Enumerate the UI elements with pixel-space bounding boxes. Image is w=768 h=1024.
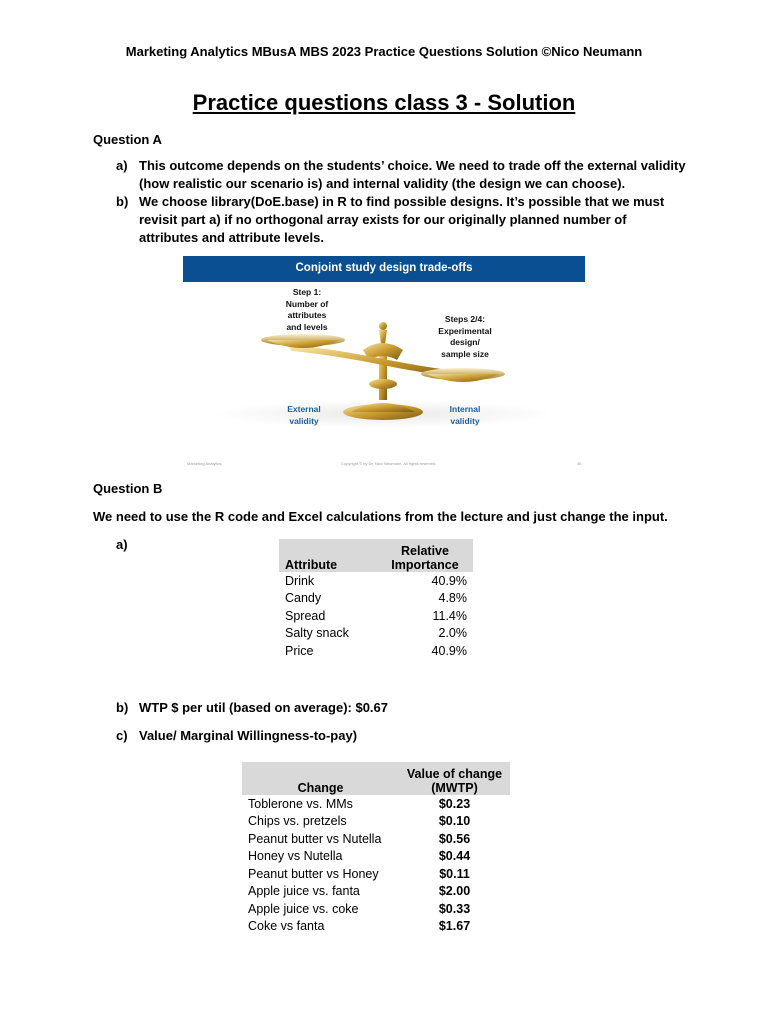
change-cell: Coke vs fanta xyxy=(248,919,325,934)
internal-validity-label: Internal validity xyxy=(449,404,481,426)
importance-cell: 11.4% xyxy=(432,608,467,623)
mwtp-table xyxy=(242,762,510,935)
figure-footer-left: Marketing Analytics xyxy=(187,461,222,466)
relative-importance-table xyxy=(279,539,473,660)
table-row xyxy=(242,830,510,848)
table-row xyxy=(279,607,473,625)
part-a-label: a) xyxy=(116,537,128,552)
figure-banner: Conjoint study design trade-offs xyxy=(183,256,585,282)
col-header-line1: Value of change xyxy=(406,767,503,781)
importance-cell: 2.0% xyxy=(438,626,467,641)
mwtp-cell: $0.11 xyxy=(439,866,470,881)
mwtp-heading: Value/ Marginal Willingness-to-pay) xyxy=(139,728,358,743)
item-label: b) xyxy=(116,194,129,209)
figure-footer-page: 35 xyxy=(577,461,582,466)
question-a-heading: Question A xyxy=(93,132,162,147)
col-header-line1: Relative xyxy=(401,544,449,558)
table-row xyxy=(242,813,510,831)
importance-cell: 40.9% xyxy=(431,643,467,658)
table-row xyxy=(242,865,510,883)
mwtp-cell: $0.56 xyxy=(438,831,471,846)
attribute-cell: Salty snack xyxy=(285,626,349,641)
conjoint-tradeoff-figure xyxy=(183,256,585,468)
balance-scale-image xyxy=(183,256,585,468)
col-relative-importance xyxy=(377,539,473,572)
importance-cell: 4.8% xyxy=(438,591,467,606)
question-a-item-a xyxy=(116,157,686,193)
page-header: Marketing Analytics MBusA MBS 2023 Practice Questions Solution ©Nico Neumann xyxy=(125,44,643,59)
attribute-cell: Drink xyxy=(285,573,315,588)
col-change: Change xyxy=(242,762,399,795)
mwtp-cell: $0.33 xyxy=(438,901,471,916)
attribute-cell: Candy xyxy=(285,591,322,606)
change-cell: Apple juice vs. fanta xyxy=(248,884,360,899)
question-b-heading: Question B xyxy=(93,481,163,496)
attribute-cell: Spread xyxy=(285,608,326,623)
step1-label: Step 1: Number of attributes and levels xyxy=(285,287,329,332)
change-cell: Peanut butter vs Nutella xyxy=(248,831,382,846)
part-c-label: c) xyxy=(116,728,128,743)
col-header-line2: (MWTP) xyxy=(431,781,478,795)
col-attribute: Attribute xyxy=(279,539,377,572)
table-row xyxy=(242,900,510,918)
wtp-text: WTP $ per util (based on average): $0.67 xyxy=(139,700,389,715)
table-row xyxy=(279,572,473,590)
table-row xyxy=(279,625,473,643)
col-value-of-change xyxy=(399,762,510,795)
table-row xyxy=(279,642,473,660)
item-label: a) xyxy=(116,158,128,173)
change-cell: Toblerone vs. MMs xyxy=(248,796,353,811)
importance-cell: 40.9% xyxy=(431,573,467,588)
item-text: This outcome depends on the students’ choice. We need to trade off the external validity (how realistic our scenario is) and internal validity (the design we can choose). xyxy=(139,158,686,191)
change-cell: Apple juice vs. coke xyxy=(248,901,359,916)
question-b-intro: We need to use the R code and Excel calculations from the lecture and just change the input. xyxy=(93,509,668,524)
page-title: Practice questions class 3 - Solution xyxy=(192,90,576,115)
change-cell: Chips vs. pretzels xyxy=(248,814,347,829)
figure-footer-center: Copyright © by Dr. Nico Neumann. All rights reserved. xyxy=(341,461,437,466)
steps24-label: Steps 2/4: Experimental design/ sample size xyxy=(438,314,492,359)
mwtp-cell: $0.23 xyxy=(438,796,471,811)
question-a-item-b xyxy=(116,193,686,247)
table-row xyxy=(242,918,510,936)
attribute-cell: Price xyxy=(285,643,314,658)
col-header-line2: Importance xyxy=(391,558,459,572)
table-row xyxy=(242,795,510,813)
external-validity-label: External validity xyxy=(287,404,321,426)
table-row xyxy=(279,590,473,608)
item-text: We choose library(DoE.base) in R to find possible designs. It’s possible that we must revisit part a) if no orthogonal array exists for our originally planned number of attributes and attribute levels. xyxy=(139,194,665,245)
mwtp-cell: $1.67 xyxy=(438,919,471,934)
mwtp-cell: $0.44 xyxy=(438,849,471,864)
table-row xyxy=(242,883,510,901)
part-b-label: b) xyxy=(116,700,129,715)
change-cell: Peanut butter vs Honey xyxy=(248,866,379,881)
change-cell: Honey vs Nutella xyxy=(248,849,343,864)
mwtp-cell: $2.00 xyxy=(438,884,471,899)
mwtp-cell: $0.10 xyxy=(438,814,471,829)
table-row xyxy=(242,848,510,866)
